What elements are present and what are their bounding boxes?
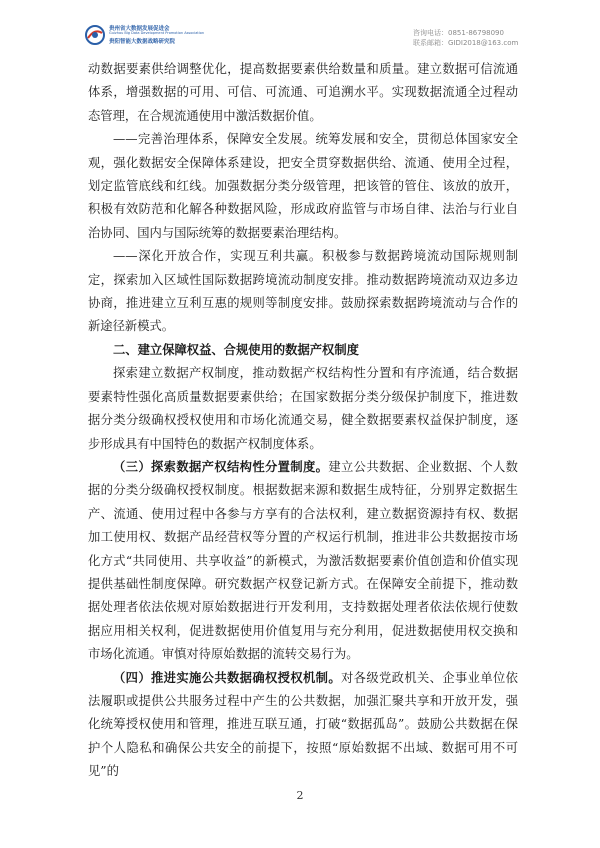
paragraph-item-3 <box>88 456 518 667</box>
logo-name-line2: 贵阳智能大数据战略研究院 <box>109 39 176 45</box>
organization-logo-icon <box>84 24 106 46</box>
document-body <box>88 58 518 784</box>
paragraph-property-rights: 探索建立数据产权制度，推动数据产权结构性分置和有序流通，结合数据要素特性强化高质量数据要素供给；在国家数据分类分级保护制度下，推进数据分类分级确权授权使用和市场化流通交易，健全数据要素权益保护制度，逐步形成具有中国特色的数据产权制度体系。 <box>88 366 518 451</box>
organization-logo <box>84 22 205 50</box>
section-heading-2: 二、建立保障权益、合规使用的数据产权制度 <box>113 342 359 357</box>
item-3-lead: （三）探索数据产权结构性分置制度。 <box>113 459 329 474</box>
paragraph-1: 动数据要素供给调整优化，提高数据要素供给数量和质量。建立数据可信流通体系，增强数据的可用、可信、可流通、可追溯水平。实现数据流通全过程动态管理，在合规流通使用中激活数据价值。 <box>88 62 518 123</box>
item-4-text: 对各级党政机关、企事业单位依法履职或提供公共服务过程中产生的公共数据，加强汇聚共享和开放开发，强化统筹授权使用和管理，推进互联互通，打破“数据孤岛”。鼓励公共数据在保护个人隐私和确保公共安全的前提下，按照“原始数据不出域、数据可用不可见”的 <box>88 670 518 779</box>
item-3-text: 建立公共数据、企业数据、个人数据的分类分级确权授权制度。根据数据来源和数据生成特征，分别界定数据生产、流通、使用过程中各参与方享有的合法权利，建立数据资源持有权、数据加工使用权、数据产品经营权等分置的产权运行机制，推进非公共数据按市场化方式“共同使用、共享收益”的新模式，为激活数据要素价值创造和价值实现提供基础性制度保障。研究数据产权登记新方式。在保障安全前提下，推动数据处理者依法依规对原始数据进行开发利用，支持数据处理者依法依规行使数据应用相关权利，促进数据使用价值复用与充分利用，促进数据使用权交换和市场化流通。审慎对待原始数据的流转交易行为。 <box>88 459 518 662</box>
contact-phone: 咨询电话：0851-86798090 <box>413 29 504 37</box>
paragraph-governance: ——完善治理体系，保障安全发展。统筹发展和安全，贯彻总体国家安全观，强化数据安全保障体系建设，把安全贯穿数据供给、流通、使用全过程，划定监管底线和红线。加强数据分类分级管理，把该管的管住、该放的放开，积极有效防范和化解各种数据风险，形成政府监管与市场自律、法治与行业自治协同、国内与国际统筹的数据要素治理结构。 <box>88 132 518 240</box>
logo-name-line1: 贵州省大数据发展促进会 <box>109 26 170 32</box>
paragraph-opening-cooperation: ——深化开放合作，实现互利共赢。积极参与数据跨境流动国际规则制定，探索加入区域性国际数据跨境流动制度安排。推动数据跨境流动双边多边协商，推进建立互利互惠的规则等制度安排。鼓励探索数据跨境流动与合作的新途径新模式。 <box>88 249 518 334</box>
item-4-lead: （四）推进实施公共数据确权授权机制。 <box>113 670 342 685</box>
contact-info <box>413 28 518 48</box>
contact-email: 联系邮箱：GIDI2018@163.com <box>413 39 519 47</box>
logo-name-english: Guizhou Big Data Development Promotion Association <box>109 31 205 35</box>
paragraph-item-4 <box>88 667 518 784</box>
page-header <box>0 0 600 54</box>
page-number: 2 <box>296 789 304 802</box>
